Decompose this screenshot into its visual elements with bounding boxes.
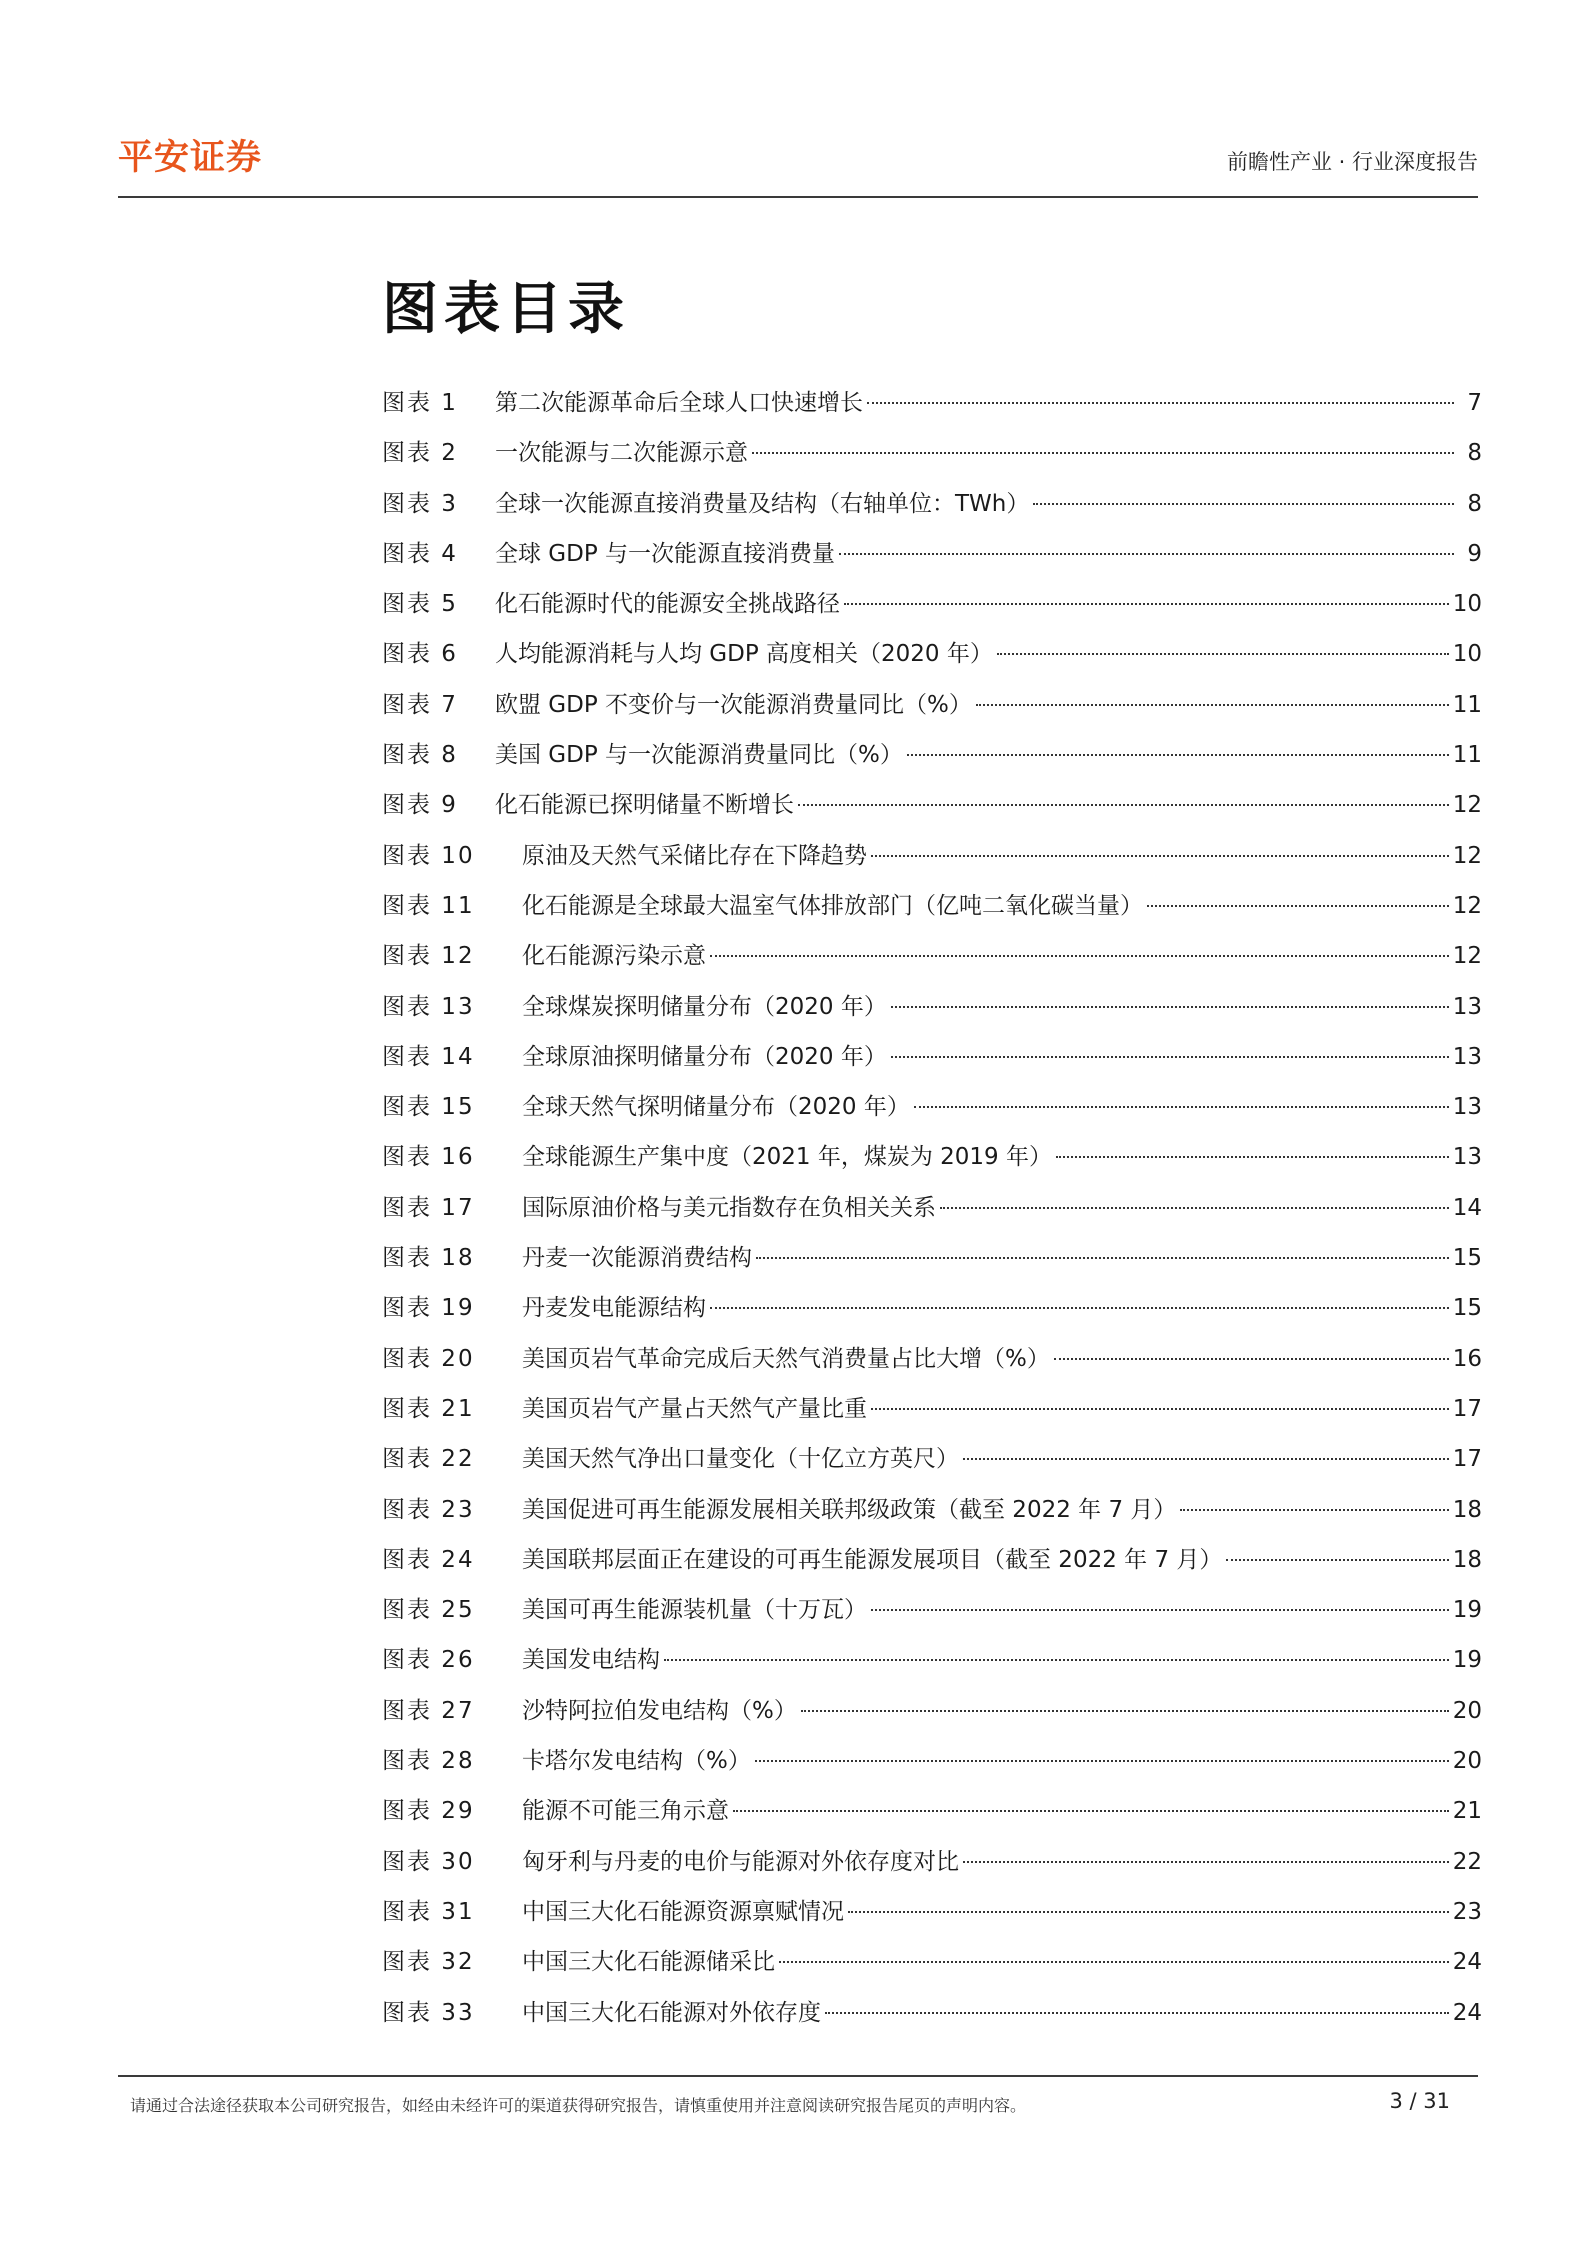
toc-dot-leader [871, 1609, 1449, 1611]
toc-entry-label: 图表 18 [382, 1245, 475, 1272]
toc-entry-label: 图表 16 [382, 1144, 475, 1171]
toc-entry-label: 图表 30 [382, 1848, 475, 1875]
toc-entry[interactable] [382, 1943, 1482, 1993]
toc-dot-leader [1226, 1559, 1448, 1561]
toc-entry-label: 图表 31 [382, 1898, 475, 1925]
toc-entry-caption: 卡塔尔发电结构（%） [522, 1748, 751, 1775]
toc-entry-page: 23 [1452, 1898, 1482, 1925]
toc-entry-caption: 国际原油价格与美元指数存在负相关关系 [522, 1194, 936, 1221]
toc-entry-page: 14 [1452, 1194, 1482, 1221]
toc-entry-page: 10 [1452, 641, 1482, 668]
toc-entry-page: 12 [1452, 842, 1482, 869]
toc-entry-page: 17 [1452, 1395, 1482, 1422]
toc-entry-page: 7 [1467, 390, 1482, 416]
toc-entry-caption: 全球能源生产集中度（2021 年，煤炭为 2019 年） [522, 1144, 1052, 1171]
toc-entry-page: 12 [1452, 943, 1482, 970]
toc-dot-leader [963, 1458, 1449, 1460]
toc-entry-label: 图表 32 [382, 1949, 475, 1976]
toc-entry-page: 24 [1452, 1949, 1482, 1976]
toc-entry[interactable] [382, 585, 1482, 635]
toc-entry-page: 21 [1452, 1798, 1482, 1825]
toc-entry-label: 图表 3 [382, 490, 458, 517]
toc-entry[interactable] [382, 786, 1482, 836]
toc-dot-leader [914, 1106, 1449, 1108]
toc-dot-leader [997, 653, 1449, 655]
toc-entry[interactable] [382, 887, 1482, 937]
toc-entry-caption: 全球一次能源直接消费量及结构（右轴单位：TWh） [495, 490, 1030, 517]
page-header [118, 130, 1478, 198]
toc-entry-label: 图表 19 [382, 1295, 475, 1322]
toc-dot-leader [755, 1760, 1449, 1762]
toc-entry-page: 11 [1452, 691, 1482, 718]
toc-dot-leader [844, 603, 1449, 605]
toc-entry-label: 图表 21 [382, 1395, 475, 1422]
toc-entry-label: 图表 9 [382, 792, 458, 819]
toc-entry[interactable] [382, 485, 1482, 535]
toc-entry-page: 13 [1452, 1144, 1482, 1171]
toc-entry[interactable] [382, 736, 1482, 786]
toc-entry-page: 19 [1452, 1647, 1482, 1674]
toc-entry-page: 8 [1467, 440, 1482, 467]
toc-entry-caption: 全球 GDP 与一次能源直接消费量 [495, 540, 836, 567]
toc-dot-leader [825, 2012, 1449, 2014]
toc-entry[interactable] [382, 1390, 1482, 1440]
toc-entry-label: 图表 10 [382, 842, 475, 869]
toc-entry-page: 20 [1452, 1748, 1482, 1775]
toc-entry-page: 9 [1467, 540, 1482, 567]
toc-entry-page: 20 [1452, 1697, 1482, 1724]
toc-dot-leader [779, 1961, 1449, 1963]
toc-entry-label: 图表 26 [382, 1647, 475, 1674]
toc-entry[interactable] [382, 1541, 1482, 1591]
toc-entry-label: 图表 20 [382, 1345, 475, 1372]
toc-dot-leader [710, 955, 1449, 957]
toc-entry[interactable] [382, 1189, 1482, 1239]
toc-entry[interactable] [382, 1138, 1482, 1188]
toc-entry-page: 16 [1452, 1345, 1482, 1372]
toc-entry-label: 图表 1 [382, 390, 458, 416]
toc-entry-caption: 美国发电结构 [522, 1647, 660, 1674]
toc-entry-caption: 原油及天然气采储比存在下降趋势 [522, 842, 867, 869]
toc-entry[interactable] [382, 837, 1482, 887]
toc-entry-caption: 化石能源已探明储量不断增长 [495, 792, 794, 819]
toc-dot-leader [1147, 905, 1449, 907]
toc-entry-caption: 人均能源消耗与人均 GDP 高度相关（2020 年） [495, 641, 993, 668]
toc-entry-caption: 美国促进可再生能源发展相关联邦级政策（截至 2022 年 7 月） [522, 1496, 1177, 1523]
toc-entry-label: 图表 8 [382, 742, 458, 769]
toc-dot-leader [891, 1006, 1449, 1008]
toc-dot-leader [664, 1659, 1449, 1661]
toc-entry-caption: 第二次能源革命后全球人口快速增长 [495, 390, 863, 416]
toc-dot-leader [756, 1257, 1449, 1259]
toc-entry-caption: 中国三大化石能源储采比 [522, 1949, 775, 1976]
toc-dot-leader [1180, 1509, 1448, 1511]
toc-entry-label: 图表 4 [382, 540, 458, 567]
toc-entry-label: 图表 17 [382, 1194, 475, 1221]
toc-entry-page: 8 [1467, 490, 1482, 517]
toc-entry-page: 17 [1452, 1446, 1482, 1473]
toc-entry-page: 12 [1452, 792, 1482, 819]
footer-disclaimer: 请通过合法途径获取本公司研究报告，如经由未经许可的渠道获得研究报告，请慎重使用并注意阅读研究报告尾页的声明内容。 [130, 2096, 1027, 2115]
toc-entry-label: 图表 12 [382, 943, 475, 970]
toc-entry-caption: 化石能源时代的能源安全挑战路径 [495, 591, 840, 618]
toc-entry-label: 图表 28 [382, 1748, 475, 1775]
toc-entry[interactable] [382, 1994, 1482, 2044]
report-type: 前瞻性产业 · 行业深度报告 [1226, 150, 1478, 174]
toc-entry[interactable] [382, 1289, 1482, 1339]
toc-entry-caption: 美国天然气净出口量变化（十亿立方英尺） [522, 1446, 959, 1473]
toc-entry[interactable] [382, 1641, 1482, 1691]
toc-entry[interactable] [382, 686, 1482, 736]
toc-entry-caption: 匈牙利与丹麦的电价与能源对外依存度对比 [522, 1848, 959, 1875]
toc-dot-leader [710, 1307, 1449, 1309]
toc-entry-caption: 沙特阿拉伯发电结构（%） [522, 1697, 797, 1724]
toc-entry[interactable] [382, 1239, 1482, 1289]
toc-dot-leader [871, 855, 1449, 857]
toc-dot-leader [798, 804, 1449, 806]
toc-entry[interactable] [382, 1440, 1482, 1490]
toc-entry[interactable] [382, 1893, 1482, 1943]
toc-entry-page: 13 [1452, 1043, 1482, 1070]
toc-entry-caption: 美国 GDP 与一次能源消费量同比（%） [495, 742, 903, 769]
toc-entry-label: 图表 25 [382, 1597, 475, 1624]
toc-entry-page: 18 [1452, 1546, 1482, 1573]
toc-entry-caption: 中国三大化石能源对外依存度 [522, 1999, 821, 2026]
toc-entry-page: 13 [1452, 993, 1482, 1020]
toc-entry-label: 图表 2 [382, 440, 458, 467]
page-title: 图表目录 [382, 277, 630, 342]
toc-entry-caption: 一次能源与二次能源示意 [495, 440, 748, 467]
toc-entry[interactable] [382, 1340, 1482, 1390]
toc-entry-caption: 化石能源是全球最大温室气体排放部门（亿吨二氧化碳当量） [522, 892, 1143, 919]
toc-dot-leader [891, 1056, 1449, 1058]
toc-entry[interactable] [382, 1038, 1482, 1088]
toc-entry-label: 图表 15 [382, 1094, 475, 1121]
toc-entry-page: 22 [1452, 1848, 1482, 1875]
toc-dot-leader [907, 754, 1449, 756]
toc-dot-leader [963, 1861, 1449, 1863]
toc-dot-leader [1054, 1358, 1449, 1360]
toc-entry[interactable] [382, 937, 1482, 987]
toc-entry-caption: 美国可再生能源装机量（十万瓦） [522, 1597, 867, 1624]
toc-dot-leader [940, 1207, 1449, 1209]
toc-dot-leader [871, 1408, 1449, 1410]
toc-entry[interactable] [382, 1792, 1482, 1842]
toc-entry-label: 图表 29 [382, 1798, 475, 1825]
toc-entry-label: 图表 22 [382, 1446, 475, 1473]
toc-entry[interactable] [382, 434, 1482, 484]
toc-entry[interactable] [382, 535, 1482, 585]
toc-entry-page: 24 [1452, 1999, 1482, 2026]
toc-entry-caption: 丹麦一次能源消费结构 [522, 1245, 752, 1272]
toc-entry[interactable] [382, 384, 1482, 434]
toc-entry-caption: 美国页岩气革命完成后天然气消费量占比大增（%） [522, 1345, 1050, 1372]
toc-entry-label: 图表 23 [382, 1496, 475, 1523]
toc-entry-page: 12 [1452, 892, 1482, 919]
toc-dot-leader [1056, 1156, 1449, 1158]
toc-entry-caption: 丹麦发电能源结构 [522, 1295, 706, 1322]
toc-entry-caption: 欧盟 GDP 不变价与一次能源消费量同比（%） [495, 691, 972, 718]
toc-entry-label: 图表 33 [382, 1999, 475, 2026]
toc-entry-page: 15 [1452, 1245, 1482, 1272]
company-logo: 平安证券 [118, 138, 263, 178]
toc-entry-caption: 美国联邦层面正在建设的可再生能源发展项目（截至 2022 年 7 月） [522, 1546, 1223, 1573]
toc-dot-leader [976, 704, 1449, 706]
page-footer [118, 2075, 1478, 2115]
toc-entry-caption: 能源不可能三角示意 [522, 1798, 729, 1825]
toc-entry-label: 图表 13 [382, 993, 475, 1020]
toc-entry-caption: 全球天然气探明储量分布（2020 年） [522, 1094, 910, 1121]
toc-entry-caption: 中国三大化石能源资源禀赋情况 [522, 1898, 844, 1925]
toc-entry-page: 18 [1452, 1496, 1482, 1523]
toc-entry-caption: 化石能源污染示意 [522, 943, 706, 970]
toc-entry-caption: 全球煤炭探明储量分布（2020 年） [522, 993, 887, 1020]
toc-entry[interactable] [382, 1692, 1482, 1742]
toc-entry-page: 10 [1452, 591, 1482, 618]
toc-entry-label: 图表 6 [382, 641, 458, 668]
toc-entry-label: 图表 5 [382, 591, 458, 618]
toc-entry-label: 图表 27 [382, 1697, 475, 1724]
toc-entry[interactable] [382, 635, 1482, 685]
toc-entry[interactable] [382, 988, 1482, 1038]
toc-entry[interactable] [382, 1591, 1482, 1641]
toc-dot-leader [867, 402, 1454, 404]
toc-entry-page: 11 [1452, 742, 1482, 769]
toc-entry-page: 15 [1452, 1295, 1482, 1322]
toc-entry[interactable] [382, 1742, 1482, 1792]
toc-entry-caption: 美国页岩气产量占天然气产量比重 [522, 1395, 867, 1422]
toc-dot-leader [1033, 503, 1454, 505]
toc-entry-label: 图表 7 [382, 691, 458, 718]
toc-dot-leader [733, 1810, 1449, 1812]
toc-dot-leader [801, 1710, 1449, 1712]
toc-list [382, 384, 1482, 2044]
toc-dot-leader [848, 1911, 1449, 1913]
toc-entry[interactable] [382, 1491, 1482, 1541]
toc-entry-page: 19 [1452, 1597, 1482, 1624]
toc-entry-page: 13 [1452, 1094, 1482, 1121]
toc-entry-label: 图表 24 [382, 1546, 475, 1573]
toc-entry[interactable] [382, 1843, 1482, 1893]
toc-entry[interactable] [382, 1088, 1482, 1138]
toc-dot-leader [839, 553, 1454, 555]
page-number: 3 / 31 [1389, 2089, 1450, 2113]
toc-entry-label: 图表 11 [382, 892, 475, 919]
toc-entry-label: 图表 14 [382, 1043, 475, 1070]
toc-entry-caption: 全球原油探明储量分布（2020 年） [522, 1043, 887, 1070]
toc-dot-leader [752, 452, 1454, 454]
